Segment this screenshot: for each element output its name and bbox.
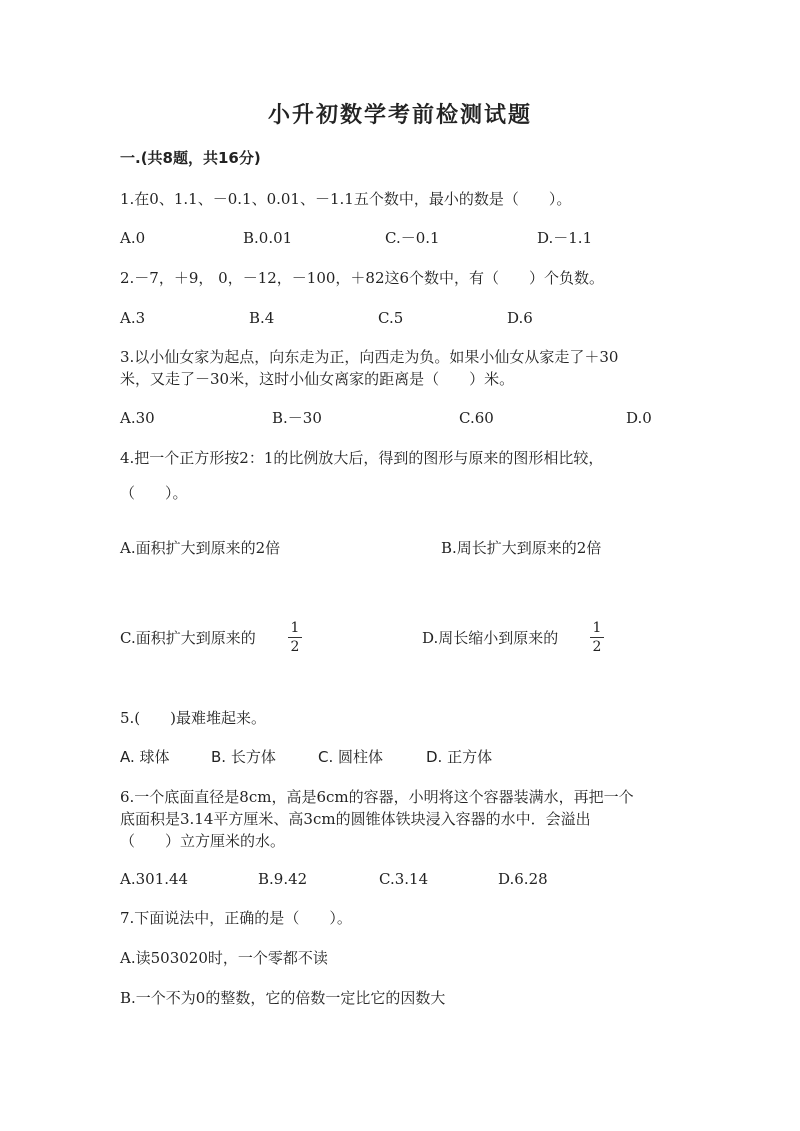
question-3-line2: 米，又走了－30米，这时小仙女离家的距离是（ ）米。 <box>120 370 515 388</box>
q6-option-d: D.6.28 <box>498 870 548 888</box>
question-4-line2: （ ）。 <box>120 484 188 502</box>
q1-option-c: C.－0.1 <box>385 229 440 247</box>
fraction-denominator: 2 <box>592 639 602 655</box>
q4-option-b: B.周长扩大到原来的2倍 <box>441 539 602 557</box>
q4-option-a: A.面积扩大到原来的2倍 <box>120 539 281 557</box>
q6-option-b: B.9.42 <box>258 870 308 888</box>
page-title: 小升初数学考前检测试题 <box>267 102 532 128</box>
fraction-numerator: 1 <box>290 620 300 636</box>
q3-option-a: A.30 <box>120 409 155 427</box>
q6-option-c: C.3.14 <box>379 870 429 888</box>
q4-option-d: D.周长缩小到原来的 <box>422 629 559 647</box>
q5-option-c: C. 圆柱体 <box>318 748 384 766</box>
q3-option-b: B.－30 <box>272 409 322 427</box>
q6-option-a: A.301.44 <box>120 870 189 888</box>
question-5: 5.( )最难堆起来。 <box>120 709 267 727</box>
q2-option-c: C.5 <box>378 309 404 327</box>
q2-option-d: D.6 <box>507 309 533 327</box>
question-3-line1: 3.以小仙女家为起点，向东走为正，向西走为负。如果小仙女从家走了＋30 <box>120 348 619 366</box>
question-4-line1: 4.把一个正方形按2：1的比例放大后，得到的图形与原来的图形相比较， <box>120 449 604 467</box>
q5-option-a: A. 球体 <box>120 748 170 766</box>
q3-option-c: C.60 <box>459 409 494 427</box>
q1-option-a: A.0 <box>120 229 146 247</box>
q5-option-b: B. 长方体 <box>211 748 276 766</box>
q5-option-d: D. 正方体 <box>426 748 493 766</box>
q7-option-a: A.读503020时，一个零都不读 <box>120 949 328 967</box>
fraction-bar <box>288 637 302 638</box>
question-7: 7.下面说法中，正确的是（ ）。 <box>120 909 352 927</box>
q7-option-b: B.一个不为0的整数，它的倍数一定比它的因数大 <box>120 989 446 1007</box>
q2-option-a: A.3 <box>120 309 146 327</box>
q4-option-c: C.面积扩大到原来的 <box>120 629 256 647</box>
question-6-line3: （ ）立方厘米的水。 <box>120 832 286 850</box>
question-1: 1.在0、1.1、－0.1、0.01、－1.1五个数中，最小的数是（ ）。 <box>120 190 572 208</box>
q3-option-d: D.0 <box>626 409 652 427</box>
fraction-bar <box>590 637 604 638</box>
fraction-denominator: 2 <box>290 639 300 655</box>
question-2: 2.－7，＋9， 0，－12，－100，＋82这6个数中，有（ ）个负数。 <box>120 269 605 287</box>
q4-option-d-fraction <box>590 620 604 655</box>
q1-option-d: D.－1.1 <box>537 229 593 247</box>
q4-option-c-fraction <box>288 620 302 655</box>
q1-option-b: B.0.01 <box>243 229 293 247</box>
question-6-line1: 6.一个底面直径是8cm，高是6cm的容器，小明将这个容器装满水，再把一个 <box>120 788 634 806</box>
fraction-numerator: 1 <box>592 620 602 636</box>
question-6-line2: 底面积是3.14平方厘米、高3cm的圆锥体铁块浸入容器的水中．会溢出 <box>120 810 591 828</box>
section-header: 一.(共8题，共16分) <box>120 149 261 167</box>
q2-option-b: B.4 <box>249 309 275 327</box>
